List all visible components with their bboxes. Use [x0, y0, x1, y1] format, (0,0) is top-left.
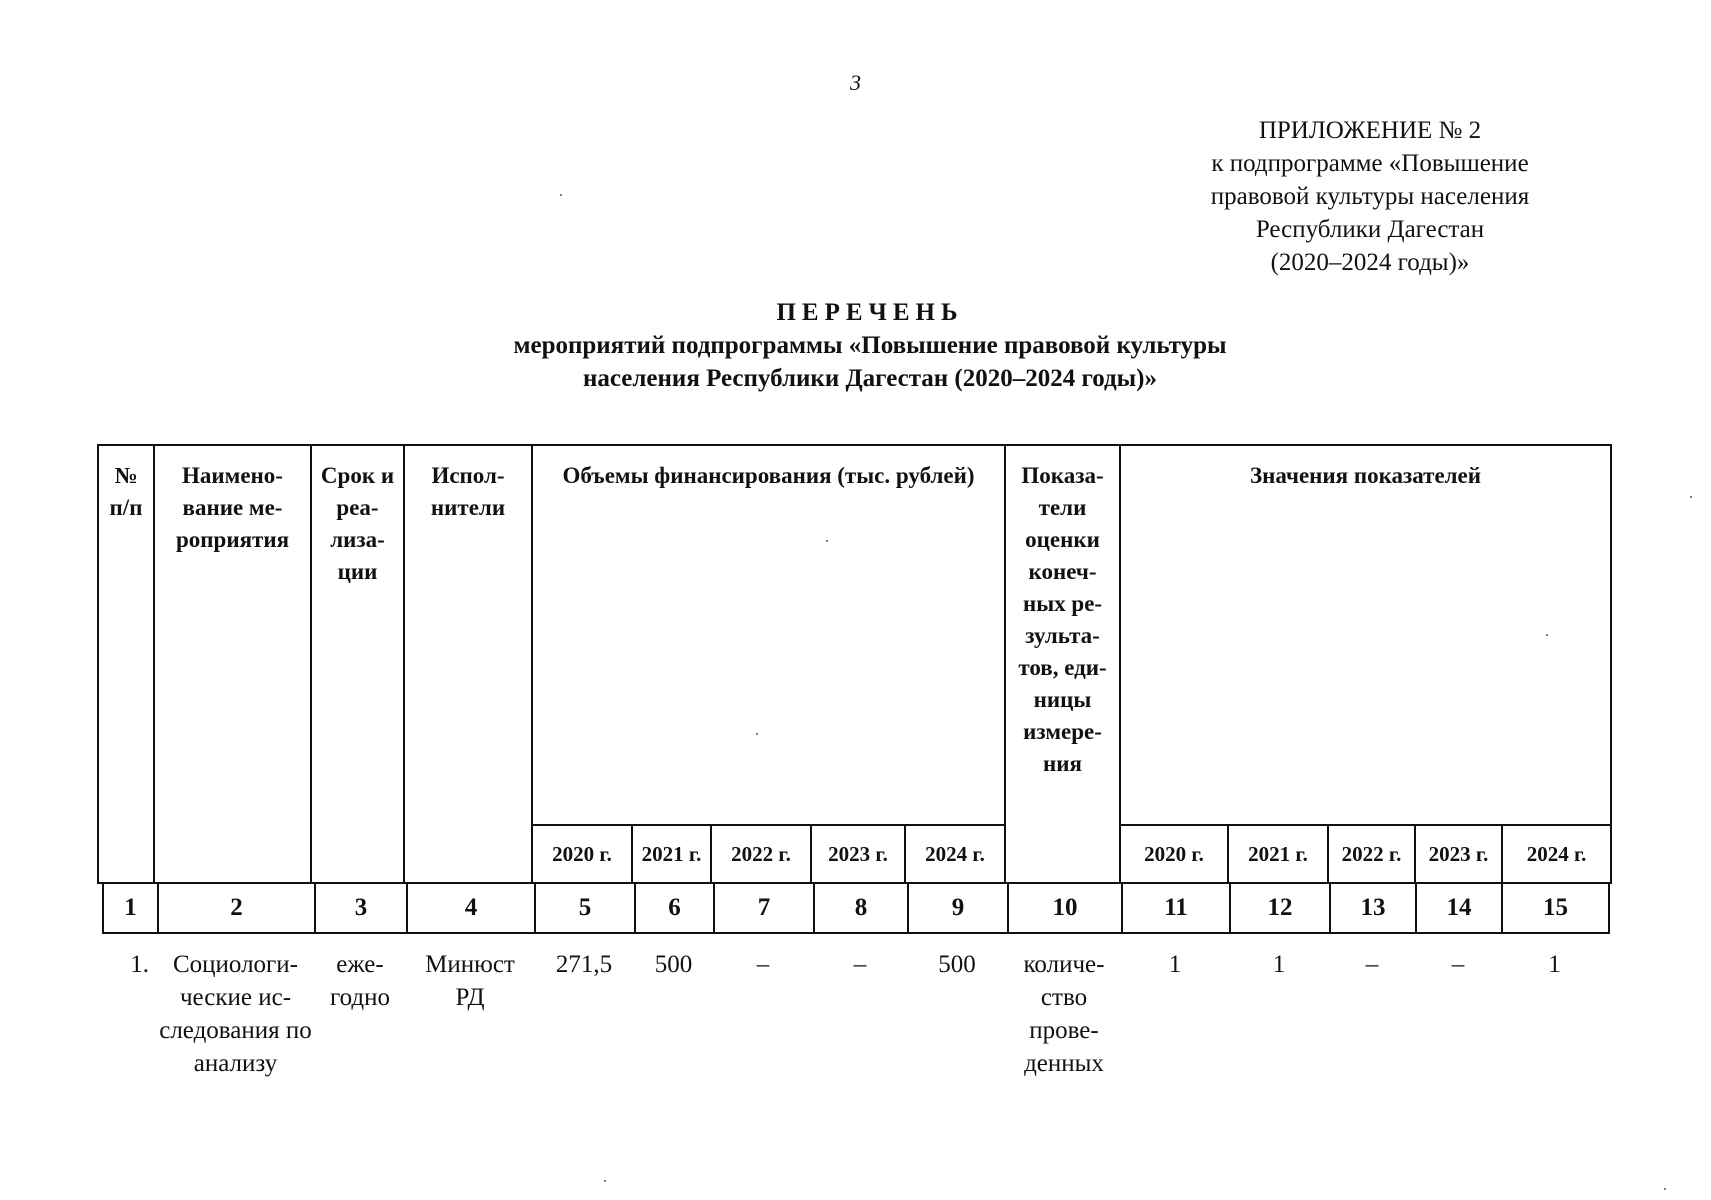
row-value: –	[1451, 951, 1465, 978]
funding-year: 2020 г.	[532, 825, 632, 883]
column-number: 10	[1008, 883, 1122, 933]
row-value: –	[1365, 951, 1379, 978]
data-table	[102, 948, 1608, 1080]
value-year: 2022 г.	[1328, 825, 1415, 883]
row-name: Социологи-ческие ис-следования по анализу	[159, 951, 312, 1077]
scan-speck	[756, 733, 758, 735]
column-numbers-table	[102, 882, 1610, 934]
scan-speck	[1690, 496, 1692, 498]
row-value: 1	[1548, 951, 1561, 978]
column-number: 13	[1330, 883, 1416, 933]
funding-year: 2022 г.	[711, 825, 811, 883]
column-number: 3	[315, 883, 407, 933]
row-funding: 271,5	[555, 951, 613, 978]
value-year: 2021 г.	[1228, 825, 1328, 883]
row-value: 1	[1168, 951, 1182, 978]
header-num: № п/п	[98, 445, 154, 883]
header-term: Срок и реа-лиза-ции	[311, 445, 404, 883]
title-heading: ПЕРЕЧЕНЬ	[776, 299, 964, 326]
row-value: 1	[1272, 951, 1286, 978]
appendix-line: к подпрограмме «Повышение	[1211, 150, 1529, 177]
row-funding: –	[756, 951, 770, 978]
header-values: Значения показателей	[1120, 445, 1611, 825]
appendix-caption	[1160, 114, 1580, 279]
scan-speck	[1664, 1188, 1666, 1190]
column-number: 1	[103, 883, 158, 933]
header-executors: Испол-нители	[404, 445, 532, 883]
appendix-line: ПРИЛОЖЕНИЕ № 2	[1258, 117, 1482, 144]
title-line: мероприятий подпрограммы «Повышение правовой культуры	[513, 332, 1227, 359]
row-funding: 500	[654, 951, 693, 978]
column-number: 15	[1502, 883, 1609, 933]
document-title	[270, 296, 1470, 395]
table-row	[102, 948, 1608, 1080]
row-funding: 500	[938, 951, 976, 978]
column-number: 11	[1122, 883, 1230, 933]
value-year: 2020 г.	[1120, 825, 1228, 883]
row-term: еже-годно	[329, 951, 390, 1011]
value-year: 2023 г.	[1415, 825, 1502, 883]
scan-speck	[560, 194, 562, 196]
funding-year: 2021 г.	[632, 825, 711, 883]
column-number: 9	[908, 883, 1008, 933]
appendix-line: (2020–2024 годы)»	[1270, 249, 1470, 276]
column-number: 5	[535, 883, 635, 933]
row-indicator: количе-ство прове-денных	[1023, 951, 1105, 1077]
header-table	[97, 444, 1612, 884]
header-indicators: Показа-тели оценки конеч-ных ре-зульта-тов, еди-ницы измере-ния	[1005, 445, 1120, 883]
value-year: 2024 г.	[1502, 825, 1611, 883]
row-executor: Минюст РД	[425, 951, 515, 1011]
column-number: 7	[714, 883, 814, 933]
scan-speck	[1546, 634, 1548, 636]
column-number: 12	[1230, 883, 1330, 933]
appendix-line: правовой культуры населения	[1210, 183, 1530, 210]
column-number: 14	[1416, 883, 1502, 933]
column-number: 4	[407, 883, 535, 933]
column-number: 6	[635, 883, 714, 933]
page-number: 3	[850, 70, 861, 95]
title-line: населения Республики Дагестан (2020–2024 годы)»	[582, 365, 1158, 392]
header-name: Наимено-вание ме-роприятия	[154, 445, 311, 883]
header-funding: Объемы финансирования (тыс. рублей)	[532, 445, 1005, 825]
scan-speck	[604, 1180, 606, 1182]
row-funding: –	[853, 951, 867, 978]
column-number: 2	[158, 883, 315, 933]
funding-year: 2024 г.	[905, 825, 1005, 883]
appendix-line: Республики Дагестан	[1255, 216, 1485, 243]
column-number: 8	[814, 883, 908, 933]
funding-year: 2023 г.	[811, 825, 905, 883]
row-number: 1.	[130, 951, 149, 978]
scan-speck	[826, 540, 828, 542]
